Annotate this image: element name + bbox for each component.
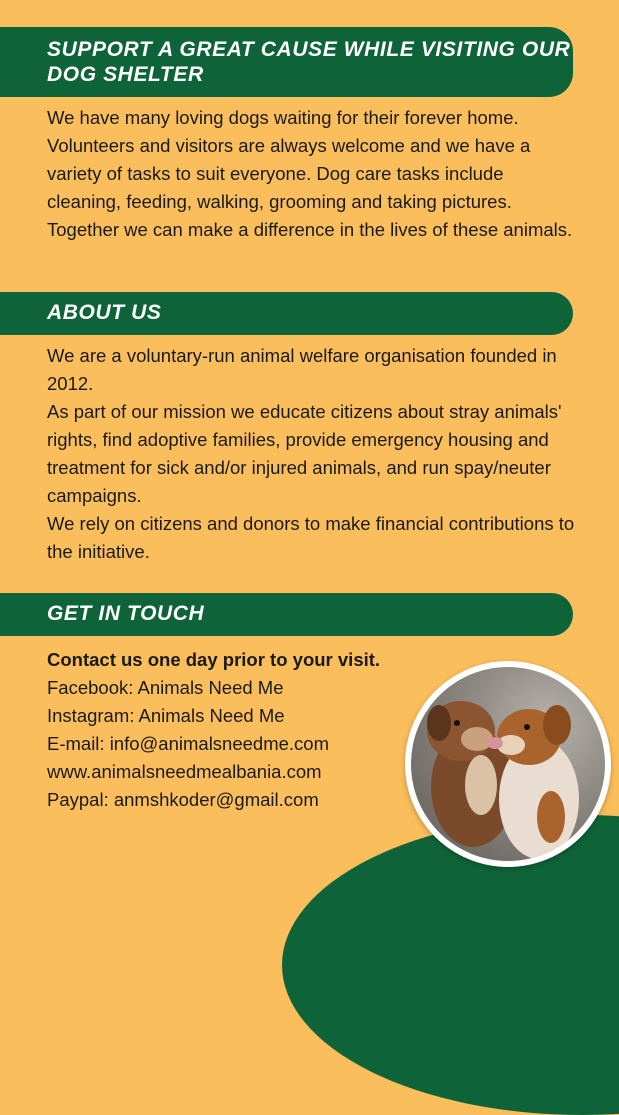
- puppies-photo-frame: [405, 661, 611, 867]
- about-paragraph: As part of our mission we educate citizens about stray animals' rights, find adoptive families, provide emergency housing and treatment for sick and/or injured animals, and run spay/neuter campaigns.: [47, 401, 562, 506]
- contact-notice: Contact us one day prior to your visit.: [47, 649, 381, 670]
- contact-heading: GET IN TOUCH: [47, 602, 205, 625]
- about-heading-banner: [0, 292, 573, 335]
- support-heading: SUPPORT A GREAT CAUSE WHILE VISITING OUR DOG SHELTER: [47, 38, 571, 86]
- contact-email[interactable]: E-mail: info@animalsneedme.com: [47, 733, 329, 754]
- support-heading-banner: [0, 27, 573, 97]
- decorative-green-arc: [282, 815, 619, 1115]
- contact-heading-banner: [0, 593, 573, 636]
- about-paragraph: We are a voluntary-run animal welfare organisation founded in 2012.: [47, 345, 557, 394]
- contact-instagram[interactable]: Instagram: Animals Need Me: [47, 705, 285, 726]
- puppies-illustration: [411, 667, 605, 861]
- puppies-photo: [411, 667, 605, 861]
- support-body: [47, 104, 577, 244]
- contact-website[interactable]: www.animalsneedmealbania.com: [47, 761, 322, 782]
- support-paragraph: We have many loving dogs waiting for their forever home. Volunteers and visitors are always welcome and we have a variety of tasks to suit everyone. Dog care tasks include cleaning, feeding, walking, grooming and taking pictures. Together we can make a difference in the lives of these animals.: [47, 107, 573, 240]
- about-heading: ABOUT US: [47, 301, 162, 324]
- about-paragraph: We rely on citizens and donors to make financial contributions to the initiative.: [47, 513, 575, 562]
- about-body: [47, 342, 577, 566]
- contact-facebook[interactable]: Facebook: Animals Need Me: [47, 677, 284, 698]
- contact-paypal[interactable]: Paypal: anmshkoder@gmail.com: [47, 789, 319, 810]
